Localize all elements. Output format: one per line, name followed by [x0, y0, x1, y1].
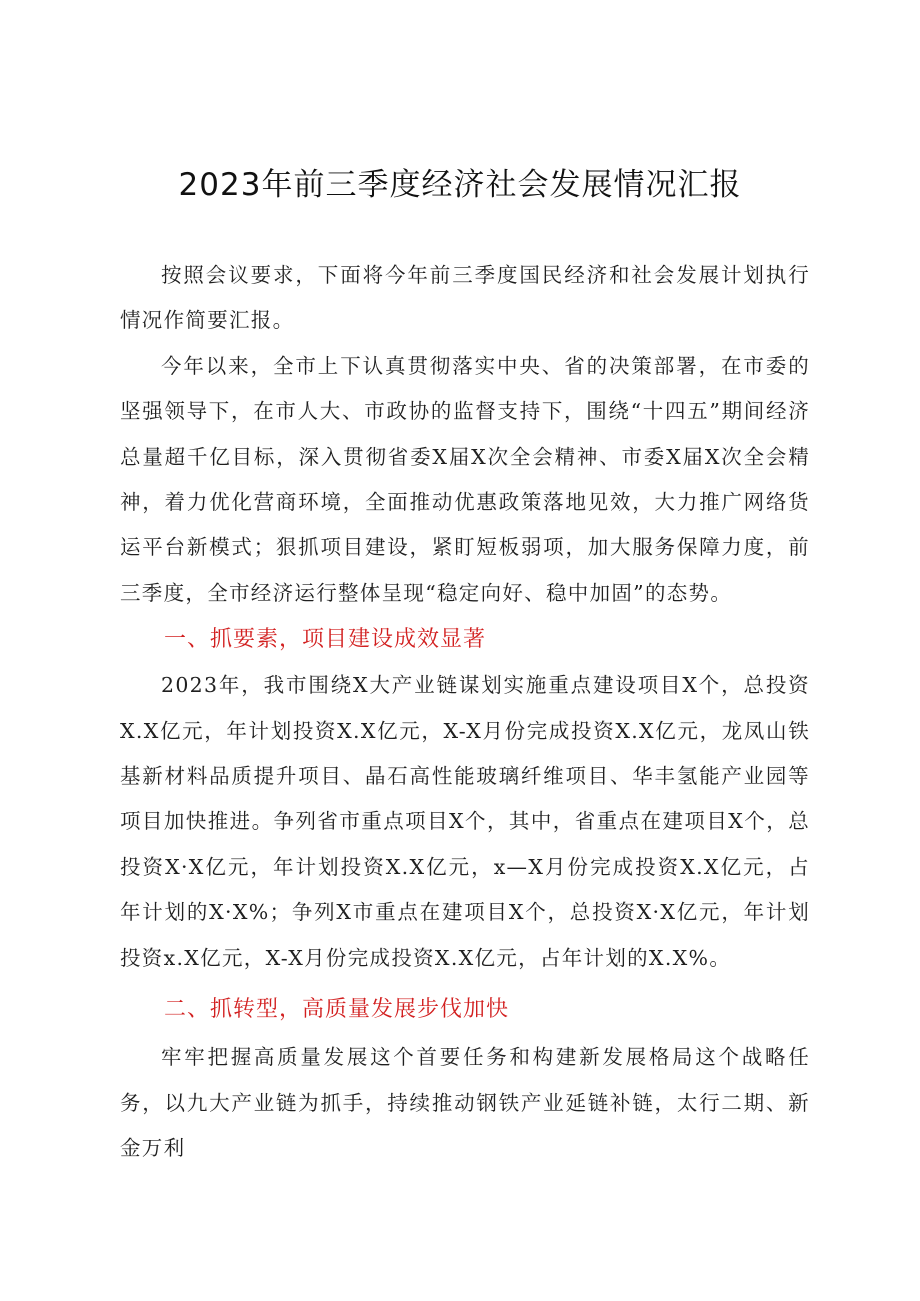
section-heading-1: 一、抓要素，项目建设成效显著 [164, 627, 487, 653]
overview-paragraph: 今年以来，全市上下认真贯彻落实中央、省的决策部署，在市委的坚强领导下，在市人大、市政协的监督支持下，围绕“十四五”期间经济总量超千亿目标，深入贯彻省委X届X次全会精神、市委X届X次全会精神，着力优化营商环境，全面推动优惠政策落地见效，大力推广网络货运平台新模式；狠抓项目建设，紧盯短板弱项，加大服务保障力度，前三季度，全市经济运行整体呈现“稳定向好、稳中加固”的态势。 [120, 353, 810, 605]
section-heading-2: 二、抓转型，高质量发展步伐加快 [164, 997, 510, 1023]
document-title: 2023年前三季度经济社会发展情况汇报 [178, 167, 742, 203]
section-1-paragraph: 2023年，我市围绕X大产业链谋划实施重点建设项目X个，总投资X.X亿元，年计划投资X.X亿元，X-X月份完成投资X.X亿元，龙凤山铁基新材料品质提升项目、晶石高性能玻璃纤维项目、华丰氢能产业园等项目加快推进。争列省市重点项目X个，其中，省重点在建项目X个，总投资X·X亿元，年计划投资X.X亿元，x—X月份完成投资X.X亿元，占年计划的X·X%；争列X市重点在建项目X个，总投资X·X亿元，年计划投资x.X亿元，X-X月份完成投资X.X亿元，占年计划的X.X%。 [120, 673, 810, 970]
document-body [120, 253, 810, 1171]
section-2-paragraph: 牢牢把握高质量发展这个首要任务和构建新发展格局这个战略任务，以九大产业链为抓手，持续推动钢铁产业延链补链，太行二期、新金万利 [120, 1045, 810, 1160]
intro-paragraph: 按照会议要求，下面将今年前三季度国民经济和社会发展计划执行情况作简要汇报。 [120, 263, 810, 333]
